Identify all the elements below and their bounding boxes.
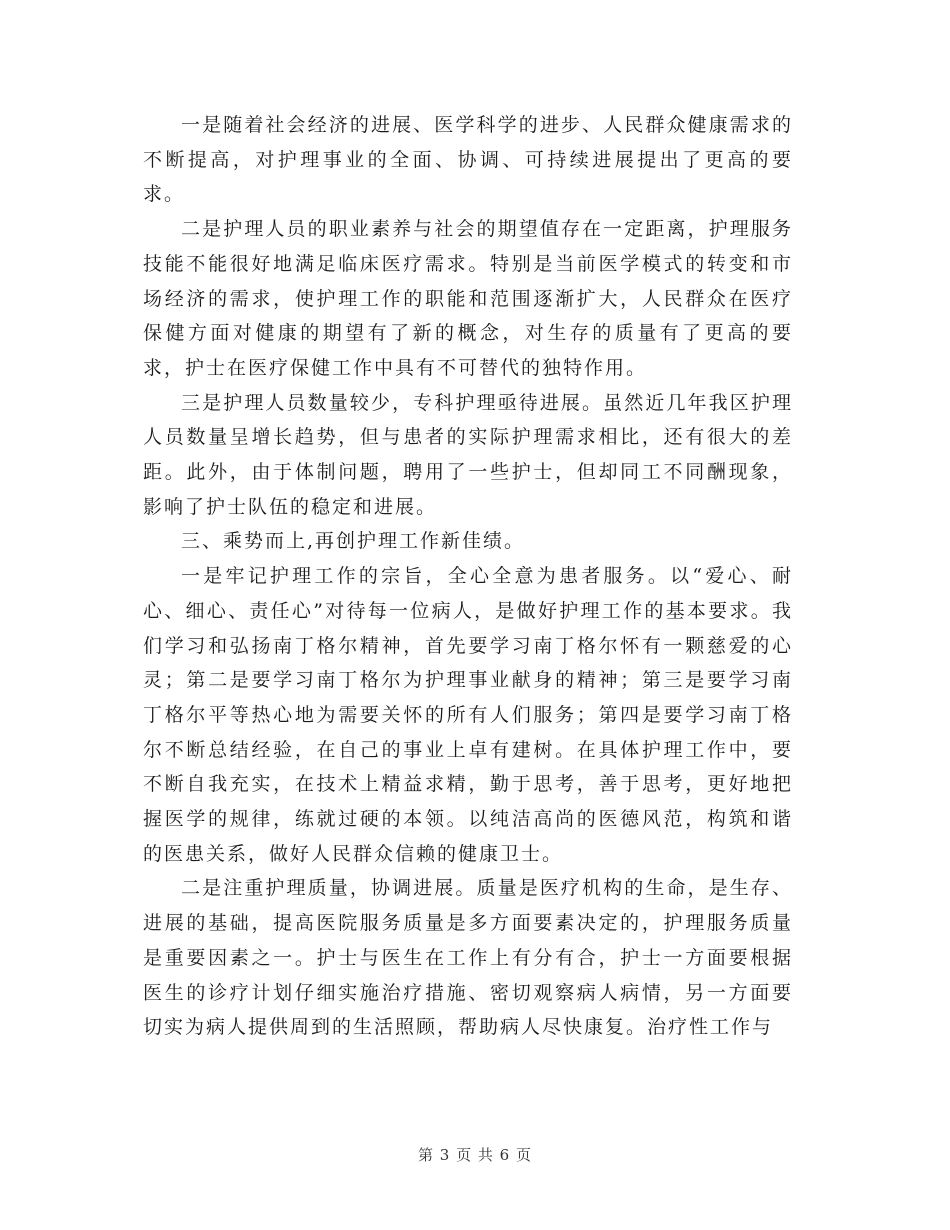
page-number: 第 3 页 共 6 页	[418, 1146, 532, 1164]
page-footer	[0, 1144, 950, 1165]
paragraph: 三是护理人员数量较少，专科护理亟待进展。虽然近几年我区护理人员数量呈增长趋势，但与患者的实际护理需求相比，还有很大的差距。此外，由于体制问题，聘用了一些护士，但却同工不同酬现象，影响了护士队伍的稳定和进展。	[143, 391, 793, 518]
paragraph: 一是牢记护理工作的宗旨，全心全意为患者服务。以“爱心、耐心、细心、责任心”对待每一位病人，是做好护理工作的基本要求。我们学习和弘扬南丁格尔精神，首先要学习南丁格尔怀有一颗慈爱的心灵；第二是要学习南丁格尔为护理事业献身的精神；第三是要学习南丁格尔平等热心地为需要关怀的所有人们服务；第四是要学习南丁格尔不断总结经验，在自己的事业上卓有建树。在具体护理工作中，要不断自我充实，在技术上精益求精，勤于思考，善于思考，更好地把握医学的规律，练就过硬的本领。以纯洁高尚的医德风范，构筑和谐的医患关系，做好人民群众信赖的健康卫士。	[143, 565, 793, 865]
document-body	[143, 108, 793, 1045]
paragraph: 二是注重护理质量，协调进展。质量是医疗机构的生命，是生存、进展的基础，提高医院服务质量是多方面要素决定的，护理服务质量是重要因素之一。护士与医生在工作上有分有合，护士一方面要根据医生的诊疗计划仔细实施治疗措施、密切观察病人病情，另一方面要切实为病人提供周到的生活照顾，帮助病人尽快康复。治疗性工作与	[143, 877, 793, 1039]
paragraph: 一是随着社会经济的进展、医学科学的进步、人民群众健康需求的不断提高，对护理事业的全面、协调、可持续进展提出了更高的要求。	[143, 114, 793, 206]
paragraph: 二是护理人员的职业素养与社会的期望值存在一定距离，护理服务技能不能很好地满足临床医疗需求。特别是当前医学模式的转变和市场经济的需求，使护理工作的职能和范围逐渐扩大，人民群众在医疗保健方面对健康的期望有了新的概念，对生存的质量有了更高的要求，护士在医疗保健工作中具有不可替代的独特作用。	[143, 218, 793, 379]
section-heading: 三、乘势而上,再创护理工作新佳绩。	[181, 530, 526, 553]
